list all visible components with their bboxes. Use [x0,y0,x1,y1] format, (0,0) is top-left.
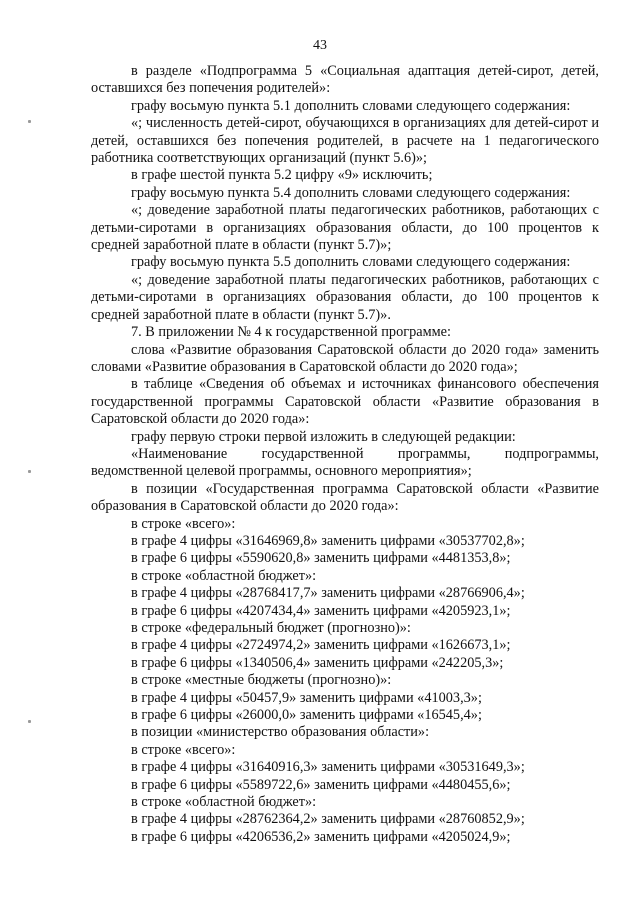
paragraph: в строке «областной бюджет»: [131,794,317,811]
scan-margin-mark [28,720,31,723]
paragraph: в таблице «Сведения об объемах и источниках финансового обеспечения государственной программы Саратовской области «Развитие образования в Саратовской области до 2020 года»: [91,376,599,428]
paragraph: графу восьмую пункта 5.5 дополнить словами следующего содержания: [131,254,571,271]
page-number: 43 [313,38,327,53]
paragraph: в графе 6 цифры «5589722,6» заменить цифрами «4480455,6»; [131,776,511,793]
scan-margin-mark [28,120,31,123]
paragraph: в позиции «Государственная программа Саратовской области «Развитие образования в Саратовской области до 2020 года»: [91,480,599,515]
paragraph: в графе 4 цифры «2724974,2» заменить цифрами «1626673,1»; [131,637,511,654]
paragraph: в графе 6 цифры «4206536,2» заменить цифрами «4205024,9»; [131,828,511,845]
paragraph: «; численность детей-сирот, обучающихся в организациях для детей-сирот и детей, оставшихся без попечения родителей, в расчете на 1 педагогического работника соответствующих организаций (пункт 5.6)»; [91,115,599,167]
paragraph: в графе 4 цифры «31646969,8» заменить цифрами «30537702,8»; [131,532,525,549]
paragraph: графу первую строки первой изложить в следующей редакции: [131,428,516,445]
paragraph: «; доведение заработной платы педагогических работников, работающих с детьми-сиротами в организациях образования области, до 100 процентов к средней заработной плате в области (пункт 5.7)»; [91,202,599,254]
paragraph: в графе 4 цифры «28768417,7» заменить цифрами «28766906,4»; [131,585,525,602]
paragraph: в графе шестой пункта 5.2 цифру «9» исключить; [131,167,433,184]
paragraph: в графе 4 цифры «28762364,2» заменить цифрами «28760852,9»; [131,811,525,828]
paragraph: в строке «всего»: [131,515,236,532]
paragraph: в строке «местные бюджеты (прогнозно)»: [131,672,392,689]
paragraph: слова «Развитие образования Саратовской области до 2020 года» заменить словами «Развитие образования в Саратовской области до 2020 года»; [91,341,599,375]
paragraph: графу восьмую пункта 5.1 дополнить словами следующего содержания: [131,97,571,114]
scan-margin-mark [28,470,31,473]
paragraph: в графе 6 цифры «26000,0» заменить цифрами «16545,4»; [131,707,482,724]
paragraph: «; доведение заработной платы педагогических работников, работающих с детьми-сиротами в организациях образования области, до 100 процентов к средней заработной плате в области (пункт 5.7)». [91,271,599,323]
paragraph: в разделе «Подпрограмма 5 «Социальная адаптация детей-сирот, детей, оставшихся без попечения родителей»: [91,63,599,97]
paragraph: в графе 6 цифры «1340506,4» заменить цифрами «242205,3»; [131,654,504,671]
paragraph: «Наименование государственной программы, подпрограммы, ведомственной целевой программы, основного мероприятия»; [91,445,599,480]
paragraph: в строке «всего»: [131,741,236,758]
paragraph: в графе 4 цифры «50457,9» заменить цифрами «41003,3»; [131,689,482,706]
paragraph: в графе 4 цифры «31640916,3» заменить цифрами «30531649,3»; [131,759,525,776]
paragraph: в графе 6 цифры «5590620,8» заменить цифрами «4481353,8»; [131,550,511,567]
paragraph: графу восьмую пункта 5.4 дополнить словами следующего содержания: [131,184,571,201]
paragraph: в строке «федеральный бюджет (прогнозно)»: [131,620,411,636]
paragraph: в графе 6 цифры «4207434,4» заменить цифрами «4205923,1»; [131,602,511,619]
paragraph: в позиции «министерство образования области»: [131,724,430,741]
paragraph: 7. В приложении № 4 к государственной программе: [131,324,451,341]
document-body [91,63,599,846]
paragraph: в строке «областной бюджет»: [131,567,317,584]
